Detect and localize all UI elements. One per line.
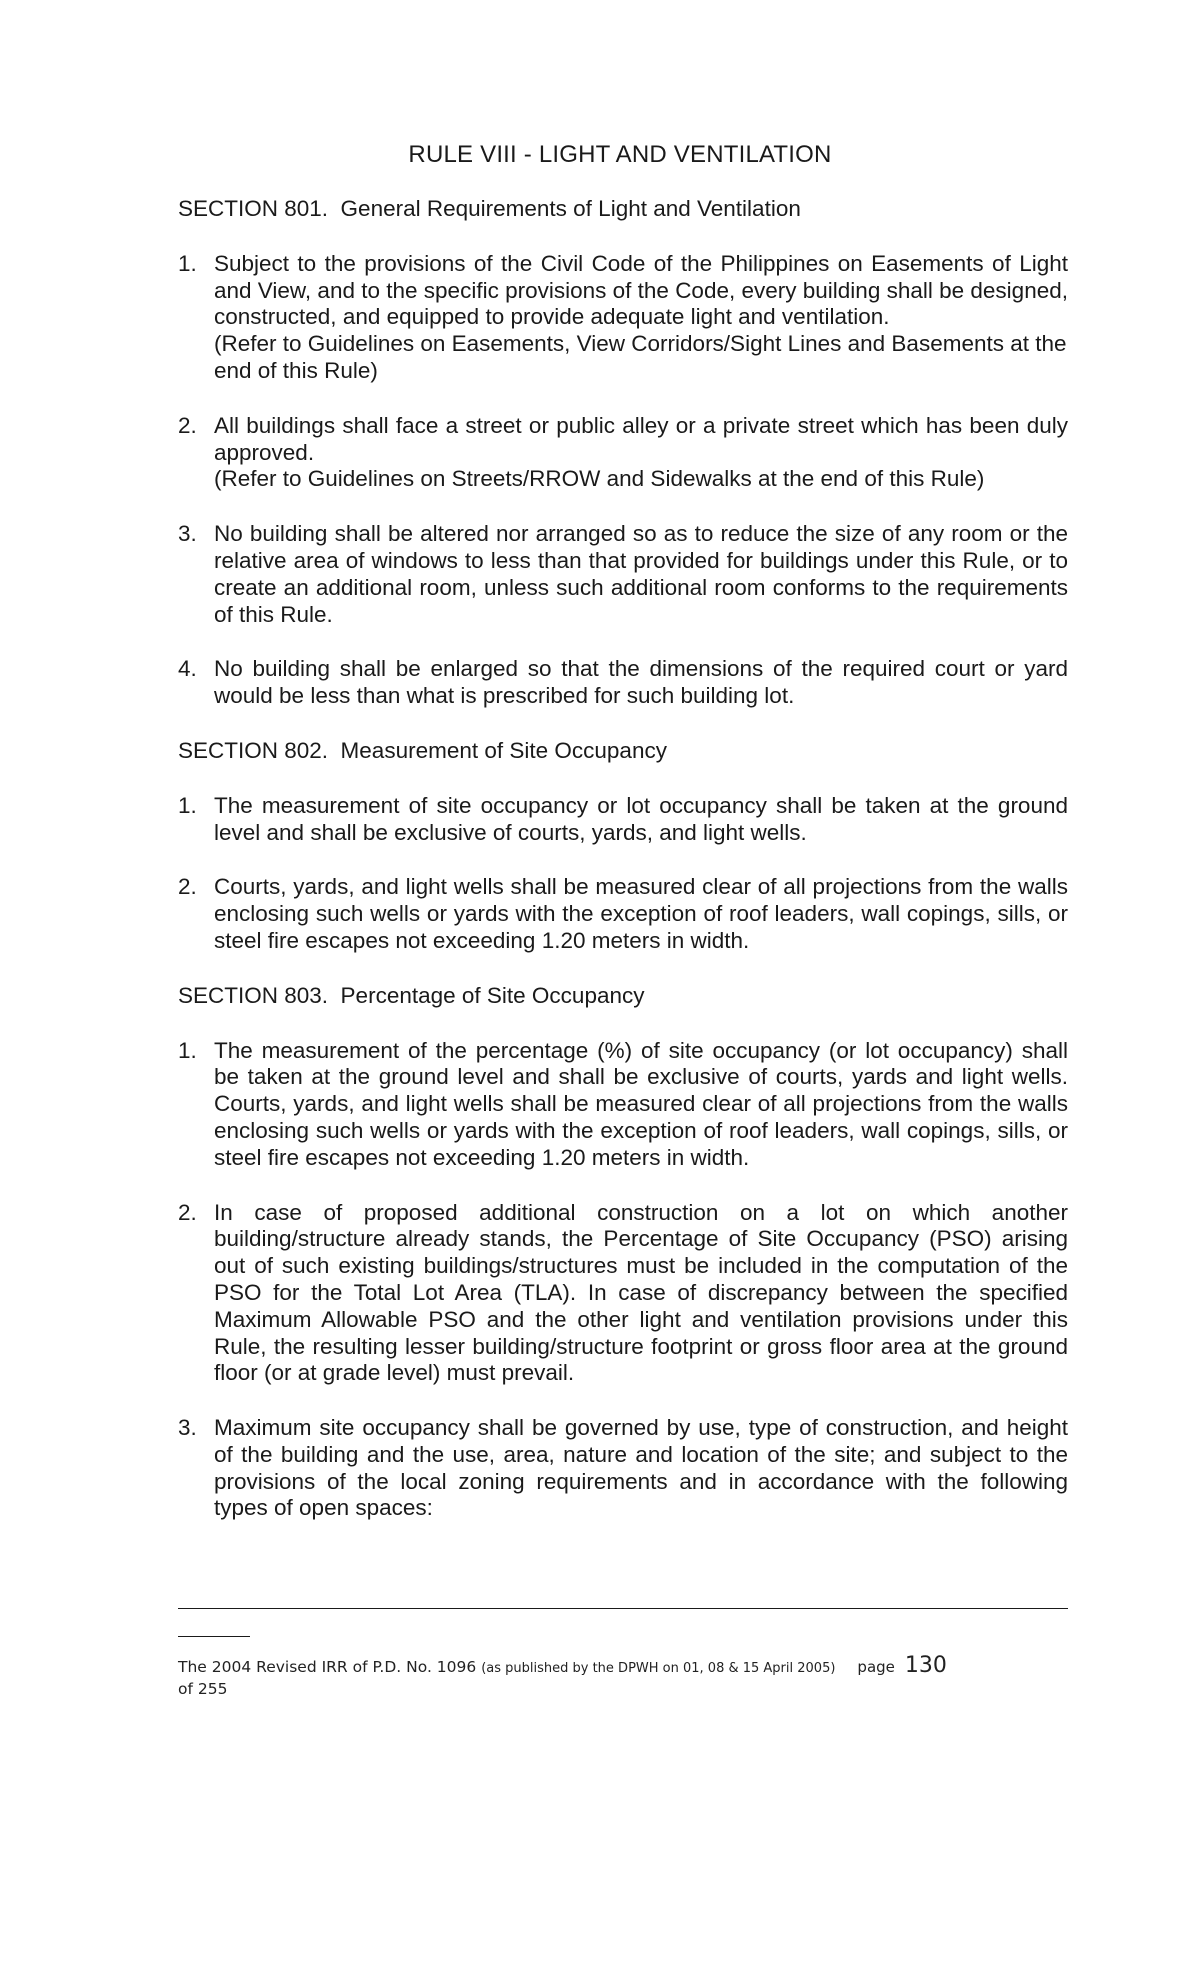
footer-divider-long [178,1608,1068,1609]
footer-line [178,1653,1068,1678]
footer-divider-short [178,1636,250,1637]
document-body [178,196,1068,1550]
footer-document-name: The 2004 Revised IRR of P.D. No. 1096 [178,1658,477,1676]
item-paragraph: The measurement of site occupancy or lot occupancy shall be taken at the ground level and shall be exclusive of courts, yards, and light wells. [214,792,1068,845]
footer-page-label: page [857,1658,895,1676]
list-item [178,1415,1068,1522]
item-text [214,251,1068,385]
item-text [214,1415,1068,1522]
item-paragraph: All buildings shall face a street or public alley or a private street which has been duly approved. [214,412,1068,465]
footer-page-total: of 255 [178,1680,228,1698]
list-item [178,521,1068,628]
page-footer [178,1608,1068,1698]
item-reference-note: (Refer to Guidelines on Streets/RROW and Sidewalks at the end of this Rule) [214,466,985,492]
item-number: 1. [178,1037,197,1063]
item-reference-note: (Refer to Guidelines on Easements, View Corridors/Sight Lines and Basements at the end of this Rule) [214,331,1067,383]
item-paragraph: No building shall be altered nor arranged so as to reduce the size of any room or the relative area of windows to less than that provided for buildings under this Rule, or to create an additional room, unless such additional room conforms to the requirements of this Rule. [214,521,1068,627]
item-number: 3. [178,521,197,547]
item-paragraph: The measurement of the percentage (%) of site occupancy (or lot occupancy) shall be taken at the ground level and shall be exclusive of courts, yards and light wells. Courts, yards, and light wells shall be measured clear of all projections from the walls enclosing such wells or yards with the exception of roof leaders, wall copings, sills, or steel fire escapes not exceeding 1.20 meters in width. [214,1037,1068,1170]
item-paragraph: Courts, yards, and light wells shall be measured clear of all projections from the walls enclosing such wells or yards with the exception of roof leaders, wall copings, sills, or steel fire escapes not exceeding 1.20 meters in width. [214,874,1068,953]
item-number: 3. [178,1415,197,1441]
item-paragraph: Subject to the provisions of the Civil Code of the Philippines on Easements of Light and View, and to the specific provisions of the Code, every building shall be designed, constructed, and equipped to provide adequate light and ventilation. [214,250,1068,330]
item-paragraph: In case of proposed additional construction on a lot on which another building/structure already stands, the Percentage of Site Occupancy (PSO) arising out of such existing buildings/structures must be included in the computation of the PSO for the Total Lot Area (TLA). In case of discrepancy between the specified Maximum Allowable PSO and the other light and ventilation provisions under this Rule, the resulting lesser building/structure footprint or gross floor area at the ground floor (or at grade level) must prevail. [214,1199,1068,1386]
item-number: 4. [178,656,197,682]
item-number: 1. [178,792,197,818]
item-text [214,656,1068,710]
item-text [214,1200,1068,1388]
item-paragraph: No building shall be enlarged so that the dimensions of the required court or yard would be less than what is prescribed for such building lot. [214,656,1068,709]
list-item [178,413,1068,493]
list-item [178,793,1068,847]
item-text [214,1038,1068,1172]
list-item [178,656,1068,710]
item-number: 2. [178,874,197,900]
item-text [214,793,1068,847]
rule-title: RULE VIII - LIGHT AND VENTILATION [408,141,832,168]
footer-publication-note: (as published by the DPWH on 01, 08 & 15 April 2005) [481,1661,836,1676]
list-item [178,874,1068,954]
item-text [214,521,1068,628]
section-heading-802: SECTION 802. Measurement of Site Occupancy [178,737,667,763]
list-item [178,1038,1068,1172]
item-number: 2. [178,412,197,438]
section-heading-801: SECTION 801. General Requirements of Light and Ventilation [178,196,801,221]
section-heading-803: SECTION 803. Percentage of Site Occupancy [178,982,645,1008]
list-item [178,251,1068,385]
item-number: 2. [178,1199,197,1225]
item-text [214,413,1068,493]
item-number: 1. [178,250,197,276]
footer-page-number: 130 [904,1653,947,1678]
item-text [214,874,1068,954]
list-item [178,1200,1068,1388]
item-paragraph: Maximum site occupancy shall be governed by use, type of construction, and height of the building and the use, area, nature and location of the site; and subject to the provisions of the local zoning requirements and in accordance with the following types of open spaces: [214,1415,1068,1521]
